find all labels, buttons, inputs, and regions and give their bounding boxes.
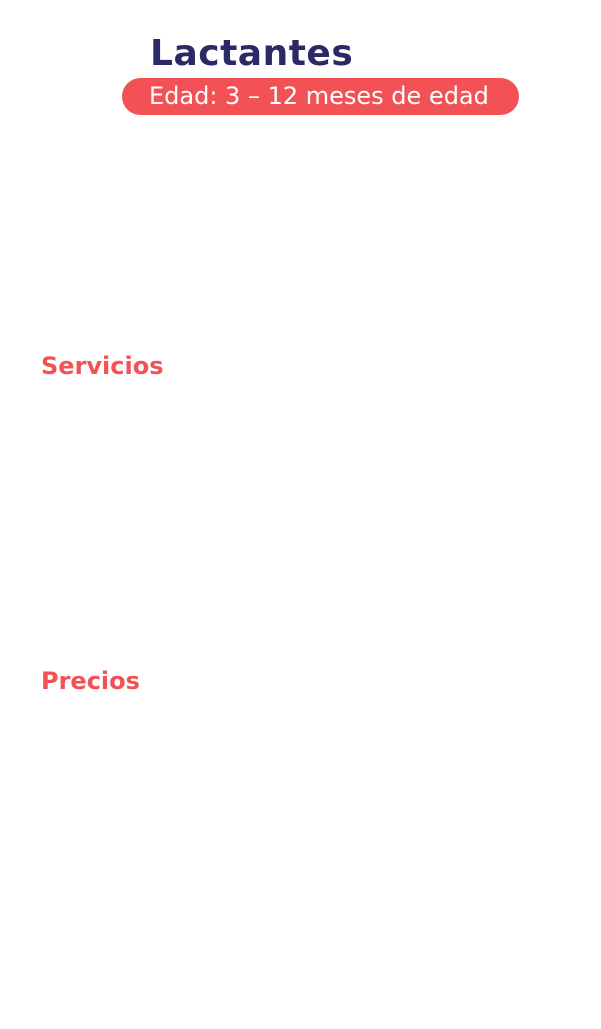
section-title-precios: Precios (41, 667, 140, 695)
section-title-servicios: Servicios (41, 352, 164, 380)
age-badge: Edad: 3 – 12 meses de edad (122, 78, 519, 115)
page-title: Lactantes (150, 33, 354, 74)
